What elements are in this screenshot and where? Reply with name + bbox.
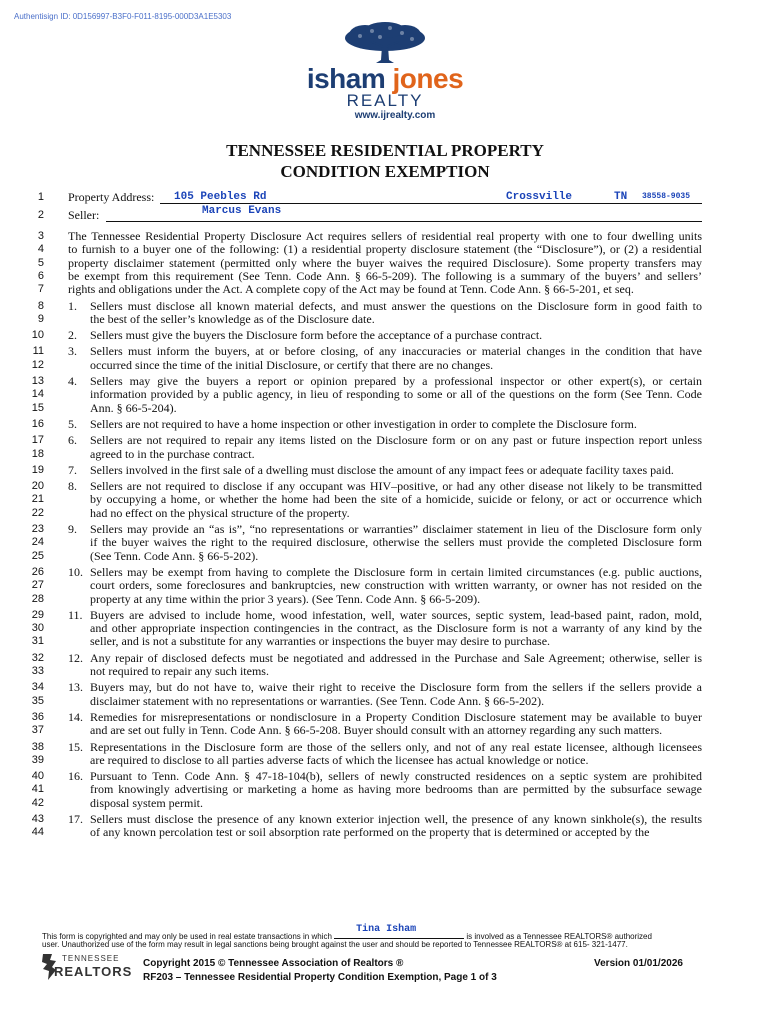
line-number: 38: [31, 740, 44, 753]
item-number: 1.: [68, 298, 77, 313]
line-row: [0, 282, 770, 296]
property-zip[interactable]: 38558-9035: [642, 192, 691, 201]
line-text: occurred since the time of the initial Disclosure, or certify that there are no changes.: [90, 357, 494, 372]
logo-url: www.ijrealty.com: [354, 110, 436, 121]
line-number: 35: [31, 694, 44, 707]
line-row: [0, 401, 770, 415]
intro-line: [68, 269, 702, 283]
line-row: [0, 205, 770, 222]
realtors-logo-big: REALTORS: [54, 964, 133, 979]
item-number: 14.: [68, 709, 83, 724]
line-row: [0, 608, 770, 622]
line-number: 14: [31, 388, 44, 401]
line-text: of any known percolation test or soil absorption rate performed on the property that is determined or accepted by the: [90, 825, 650, 840]
line-text: the best of the seller’s knowledge as of the Disclosure date.: [90, 311, 375, 326]
line-text: information provided by a public agency, in lieu of responding to some or all of the questions on the form (See Tenn. Code: [90, 387, 702, 402]
line-number: 11: [32, 345, 44, 358]
logo-jones: jones: [392, 63, 464, 94]
line-row: [0, 229, 770, 243]
property-city[interactable]: Crossville: [506, 191, 573, 203]
title-line-1: TENNESSEE RESIDENTIAL PROPERTY: [226, 141, 544, 160]
line-number: 43: [31, 813, 44, 825]
document-title: [0, 140, 770, 182]
line-row: [0, 433, 770, 447]
line-row: [0, 549, 770, 563]
line-row: [0, 344, 770, 358]
line-number: 37: [31, 724, 44, 737]
line-row: [0, 312, 770, 326]
line-text: Sellers involved in the first sale of a dwelling must disclose the amount of any impact fees or adequate facility taxes paid.: [90, 462, 674, 477]
line-text: Buyers are advised to include home, wood infestation, well, water sources, septic system, lead-based paint, radon, mold,: [90, 607, 702, 622]
line-row: [0, 190, 770, 204]
seller-name[interactable]: Marcus Evans: [202, 205, 282, 217]
line-row: [0, 651, 770, 665]
logo-realty: REALTY: [346, 91, 424, 110]
line-row: [0, 782, 770, 796]
line-text: (See Tenn. Code Ann. § 66-5-202).: [90, 548, 259, 563]
line-row: [0, 479, 770, 493]
item-number: 9.: [68, 522, 77, 536]
line-text: Sellers are not required to have a home inspection or other investigation in order to complete the Disclosure form.: [90, 416, 637, 431]
line-number: 44: [31, 826, 44, 839]
line-text: are required to disclose to all parties adverse facts of which the licensee has actual knowledge or notice.: [90, 752, 589, 767]
footer-line-2: user. Unauthorized use of the form may result in legal sanctions being brought against the user and should be reported to Tennessee REALTORS® at 615- 321-1477.: [42, 940, 628, 949]
line-number: 8: [37, 299, 44, 312]
line-number: 26: [31, 565, 44, 578]
line-text: Remedies for misrepresentations or nondisclosure in a Property Condition Disclosure statement may be available to buyer: [90, 709, 702, 724]
item-number: 7.: [68, 462, 77, 477]
property-address-label: Property Address:: [68, 190, 155, 204]
tennessee-realtors-logo: [40, 950, 133, 984]
line-row: [0, 506, 770, 520]
intro-line: [68, 242, 702, 256]
logo-isham: isham: [306, 63, 386, 94]
line-row: [0, 592, 770, 606]
line-row: [0, 634, 770, 648]
line-text: and are set out fully in Tenn. Code Ann. § 66-5-208. Buyer should consult with an attorney regarding any such matters.: [90, 723, 663, 738]
item-number: 3.: [68, 344, 77, 359]
property-address-row: [68, 190, 702, 204]
line-text: Any repair of disclosed defects must be negotiated and addressed in the Purchase and Sale Agreement; otherwise, seller is: [90, 650, 702, 665]
line-text: Sellers must give the buyers the Disclosure form before the acceptance of a purchase contract.: [90, 328, 543, 343]
line-row: [0, 387, 770, 401]
line-number: 9: [37, 312, 44, 325]
line-row: [0, 242, 770, 256]
property-street[interactable]: 105 Peebles Rd: [174, 191, 267, 203]
line-text: had no effect on the physical structure of the property.: [90, 505, 350, 520]
item-number: 15.: [68, 739, 83, 754]
intro-line: [68, 229, 702, 243]
line-text: Sellers may be exempt from having to complete the Disclosure form in certain limited circumstances (e.g. public auctions,: [90, 564, 702, 579]
authentisign-id: Authentisign ID: 0D156997-B3F0-F011-8195-000D3A1E5303: [14, 12, 232, 21]
line-row: [0, 463, 770, 477]
item-number: 4.: [68, 374, 77, 388]
line-number: 39: [31, 753, 44, 766]
line-row: [0, 565, 770, 579]
item-number: 13.: [68, 680, 83, 695]
line-text: and other appropriate inspection contingencies in the contract, as the Disclosure form is not a warranty of any kind by the: [90, 621, 702, 636]
line-text: court orders, some foreclosures and bankruptcies, new construction with written warranty, or owner has not resided on the: [90, 578, 702, 593]
tree-icon: [340, 22, 430, 64]
line-number: 1: [37, 191, 44, 203]
line-text: Sellers may give the buyers a report or opinion prepared by a professional inspector or other expert(s), or certain: [90, 374, 702, 388]
line-row: [0, 492, 770, 506]
line-row: [0, 664, 770, 678]
line-text: from knowingly advertising or marketing a home as having more bedrooms than are permitted by the subsurface sewage: [90, 782, 702, 797]
item-number: 16.: [68, 769, 83, 784]
line-row: [0, 796, 770, 810]
line-number: 16: [31, 417, 44, 430]
item-number: 6.: [68, 433, 77, 448]
line-number: 13: [31, 375, 44, 387]
line-number: 15: [31, 401, 44, 414]
agent-name[interactable]: Tina Isham: [356, 924, 417, 935]
line-row: [0, 299, 770, 313]
line-number: 41: [31, 783, 44, 796]
line-text: be exempt from this requirement (See Tenn. Code Ann. § 66-5-209). The following is a summary of the buyers’ and sellers’: [68, 268, 702, 283]
agent-field[interactable]: [334, 924, 464, 939]
line-number: 5: [37, 256, 44, 269]
line-number: 20: [31, 480, 44, 493]
line-text: Buyers may, but do not have to, waive their right to receive the Disclosure form from the sellers if the sellers provide a: [90, 680, 702, 695]
line-number: 22: [31, 506, 44, 519]
line-number: 36: [31, 710, 44, 723]
line-row: [0, 447, 770, 461]
line-number: 28: [31, 592, 44, 605]
line-text: Sellers may provide an “as is”, “no representations or warranties” disclaimer statement in lieu of the Disclosure form only: [90, 522, 702, 536]
realtors-logo-small: TENNESSEE: [62, 954, 120, 963]
line-text: Sellers must disclose the presence of any known exterior injection well, the presence of any known sinkhole(s), the results: [90, 812, 702, 826]
item-number: 8.: [68, 479, 77, 494]
line-row: [0, 710, 770, 724]
line-row: [0, 328, 770, 342]
footer-line-1-post: is involved as a Tennessee REALTORS® authorized: [466, 932, 652, 941]
line-row: [0, 535, 770, 549]
line-text: Pursuant to Tenn. Code Ann. § 47-18-104(b), sellers of newly constructed residences on a septic system are prohibited: [90, 769, 702, 784]
line-text: The Tennessee Residential Property Disclosure Act requires sellers of residential real property with one to four dwelling units: [68, 229, 702, 243]
line-number: 17: [31, 434, 44, 447]
line-number: 30: [31, 622, 44, 635]
line-row: [0, 256, 770, 270]
line-number: 18: [31, 447, 44, 460]
isham-jones-logo: [300, 22, 470, 132]
line-number: 2: [37, 209, 44, 221]
form-version: Version 01/01/2026: [594, 958, 683, 969]
line-number: 27: [31, 579, 44, 592]
form-id: RF203 – Tennessee Residential Property Condition Exemption, Page 1 of 3: [143, 972, 497, 983]
line-row: [0, 694, 770, 708]
line-text: not required to repair any such items.: [90, 664, 269, 678]
line-number: 23: [31, 523, 44, 535]
item-number: 12.: [68, 650, 83, 665]
line-number: 6: [37, 269, 44, 282]
seller-line: [106, 208, 702, 222]
line-row: [0, 358, 770, 372]
line-row: [0, 825, 770, 839]
line-row: [0, 417, 770, 431]
line-number: 42: [31, 796, 44, 809]
line-text: Sellers must inform the buyers, at or before closing, of any inaccuracies or material changes in the condition that have: [90, 344, 702, 359]
line-text: Sellers must disclose all known material defects, and must answer the questions on the Disclosure form in good faith to: [90, 298, 702, 313]
line-text: property at any time within the prior 3 years). (See Tenn. Code Ann. § 66-5-209).: [90, 591, 481, 606]
line-number: 19: [31, 463, 44, 476]
line-row: [0, 578, 770, 592]
line-row: [0, 374, 770, 388]
line-text: disposal system permit.: [90, 795, 203, 810]
line-text: Sellers are not required to repair any items listed on the Disclosure form or on any past or future inspection report unless: [90, 433, 702, 448]
line-text: rights and obligations under the Act. A complete copy of the Act may be found at Tenn. Code Ann. § 66-5-201, et seq.: [68, 282, 634, 297]
item-number: 17.: [68, 812, 83, 826]
line-text: by occupying a home, or whether the home had been the site of a homicide, suicide or felony, or act or occurrence which: [90, 492, 702, 507]
line-number: 12: [31, 358, 44, 371]
line-number: 32: [31, 651, 44, 664]
line-row: [0, 522, 770, 536]
intro-line: [68, 256, 702, 270]
line-row: [0, 740, 770, 754]
copyright: Copyright 2015 © Tennessee Association of Realtors ®: [143, 958, 404, 969]
line-text: seller, and is not a substitute for any warranties or inspections the buyer may desire to purchase.: [90, 634, 551, 649]
line-text: disclaimer statement with no representations or warranties. (See Tenn. Code Ann. § 66-5-202).: [90, 693, 545, 708]
item-number: 11.: [68, 607, 83, 622]
line-number: 29: [31, 608, 44, 621]
property-state[interactable]: TN: [614, 191, 628, 203]
line-row: [0, 723, 770, 737]
line-text: to furnish to a buyer one of the following: (1) a residential property disclosure statement (the “Disclosure”), or (2) a residential: [68, 242, 702, 257]
line-number: 24: [31, 536, 44, 549]
line-row: [0, 753, 770, 767]
line-number: 31: [31, 635, 44, 648]
logo-brand: [300, 63, 470, 94]
line-number: 25: [31, 549, 44, 562]
item-number: 2.: [68, 328, 77, 343]
line-text: Ann. § 66-5-204).: [90, 400, 177, 415]
line-number: 40: [31, 770, 44, 783]
footer-line-1-pre: This form is copyrighted and may only be used in real estate transactions in which: [42, 932, 332, 941]
seller-row: [68, 205, 702, 222]
line-text: Representations in the Disclosure form are those of the sellers only, and not of any real estate licensee, although licensees: [90, 739, 702, 754]
line-text: property disclaimer statement (permitted only where the buyer waives the required Disclosure). Some property transfers may: [68, 255, 702, 270]
line-number: 3: [37, 230, 44, 242]
item-number: 10.: [68, 564, 83, 579]
line-row: [0, 769, 770, 783]
line-text: Sellers are not required to disclose if any occupant was HIV–positive, or had any other disease not likely to be transmitted: [90, 479, 702, 494]
intro-line: [68, 282, 702, 296]
line-number: 4: [37, 243, 44, 256]
line-number: 34: [31, 681, 44, 694]
line-row: [0, 269, 770, 283]
line-number: 10: [31, 329, 44, 342]
line-row: [0, 812, 770, 826]
seller-label: Seller:: [68, 208, 100, 222]
line-row: [0, 621, 770, 635]
line-number: 7: [37, 283, 44, 296]
line-number: 33: [31, 665, 44, 677]
item-number: 5.: [68, 416, 77, 431]
line-text: agreed to in the purchase contract.: [90, 446, 255, 461]
line-text: if the buyer waives the right to the required disclosure, otherwise the sellers must provide the completed Disclosure form: [90, 535, 702, 550]
line-row: [0, 680, 770, 694]
title-line-2: CONDITION EXEMPTION: [280, 162, 490, 181]
line-number: 21: [31, 493, 44, 506]
